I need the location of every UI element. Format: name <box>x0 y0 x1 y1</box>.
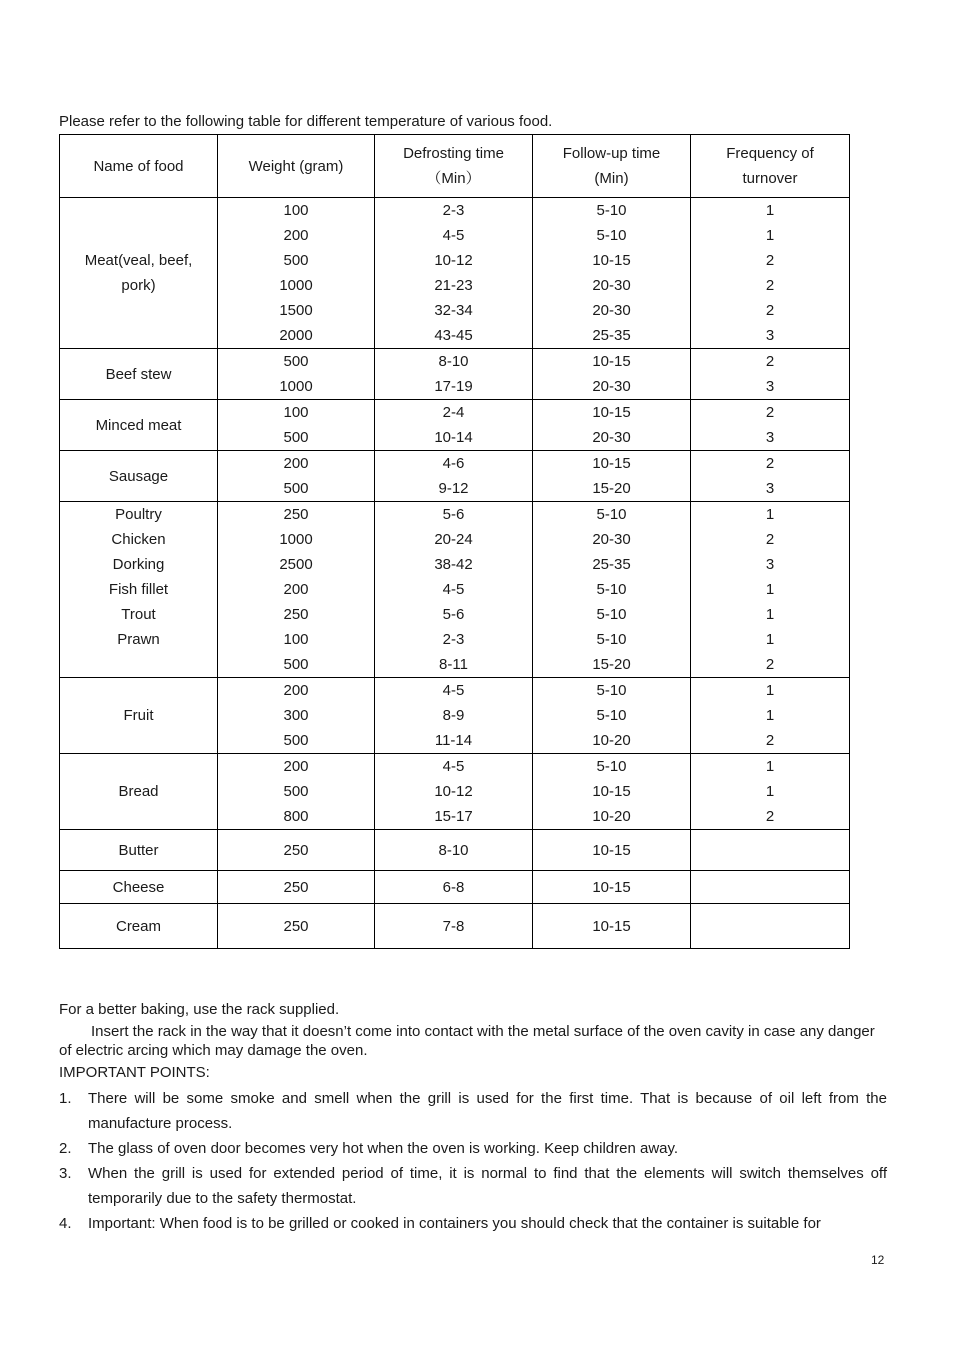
table-row <box>60 400 850 451</box>
cell-defrost-time <box>375 198 533 349</box>
cell-line: 1 <box>765 758 775 775</box>
cell-line: 2-3 <box>442 202 465 219</box>
cell-line: 500 <box>283 252 309 269</box>
cell-weight <box>218 871 375 904</box>
cell-line: 2-3 <box>442 631 465 648</box>
cell-turnover <box>691 400 850 451</box>
cell-line: 5-10 <box>596 631 627 648</box>
cell-line <box>691 838 849 863</box>
cell-weight <box>218 904 375 949</box>
cell-line: 1000 <box>279 378 313 395</box>
cell-line: 7-8 <box>442 917 465 935</box>
cell-line: 20-30 <box>592 531 631 548</box>
cell-weight <box>218 502 375 678</box>
cell-followup-time <box>533 871 691 904</box>
cell-line: 250 <box>283 878 309 896</box>
cell-line: 10-12 <box>434 783 473 800</box>
cell-line: Beef stew <box>105 365 172 383</box>
cell-turnover <box>691 349 850 400</box>
cell-line: 3 <box>765 327 775 344</box>
list-item: 3. When the grill is used for extended period of time, it is normal to find that the elements will switch themselves off temporarily due to the safety thermostat. <box>59 1165 887 1207</box>
cell-line: 250 <box>283 917 309 935</box>
cell-food-name <box>60 871 218 904</box>
cell-line: 2000 <box>279 327 313 344</box>
cell-line: 2-4 <box>442 404 465 421</box>
cell-weight <box>218 451 375 502</box>
cell-line: 5-10 <box>596 707 627 724</box>
cell-defrost-time <box>375 904 533 949</box>
cell-line: 200 <box>283 227 309 244</box>
cell-defrost-time <box>375 830 533 871</box>
cell-line: 17-19 <box>434 378 473 395</box>
cell-line: 100 <box>283 404 309 421</box>
cell-line: 3 <box>765 378 775 395</box>
cell-line: 1 <box>765 581 775 598</box>
cell-weight <box>218 754 375 830</box>
cell-line: 1 <box>765 227 775 244</box>
cell-food-name <box>60 830 218 871</box>
cell-line: 500 <box>283 656 309 673</box>
header-turnover: Frequency of turnover <box>691 135 850 198</box>
cell-defrost-time <box>375 400 533 451</box>
cell-weight <box>218 349 375 400</box>
cell-line: 4-5 <box>442 758 465 775</box>
cell-turnover <box>691 451 850 502</box>
cell-line: 2 <box>765 455 775 472</box>
header-weight: Weight (gram) <box>218 135 375 198</box>
list-item: 1. There will be some smoke and smell when the grill is used for the first time. That is because of oil left from the manufacture process. <box>59 1090 887 1132</box>
header-defrost: Defrosting time （Min） <box>375 135 533 198</box>
important-title: IMPORTANT POINTS: <box>59 1064 210 1081</box>
cell-line: 3 <box>765 429 775 446</box>
cell-followup-time <box>533 754 691 830</box>
cell-line: 4-6 <box>442 455 465 472</box>
cell-line: 2 <box>765 732 775 749</box>
cell-line: 1 <box>765 707 775 724</box>
cell-line: 800 <box>283 808 309 825</box>
cell-line: Minced meat <box>95 416 182 434</box>
cell-followup-time <box>533 349 691 400</box>
cell-turnover <box>691 198 850 349</box>
cell-line <box>691 875 849 900</box>
cell-line: 1 <box>765 631 775 648</box>
cell-line: 15-17 <box>434 808 473 825</box>
cell-line: 20-30 <box>592 277 631 294</box>
cell-food-name <box>60 198 218 349</box>
cell-defrost-time <box>375 451 533 502</box>
cell-defrost-time <box>375 349 533 400</box>
cell-line: 500 <box>283 480 309 497</box>
cell-line: 21-23 <box>434 277 473 294</box>
cell-followup-time <box>533 678 691 754</box>
cell-line: 15-20 <box>592 656 631 673</box>
table-row <box>60 502 850 678</box>
cell-line: 20-30 <box>592 429 631 446</box>
table-row <box>60 678 850 754</box>
list-item: 4. Important: When food is to be grilled or cooked in containers you should check that the container is suitable for <box>59 1215 821 1232</box>
page-number: 12 <box>871 1253 885 1267</box>
cell-line: Prawn <box>117 631 160 648</box>
cell-line: 8-11 <box>439 656 468 673</box>
cell-line: 5-6 <box>442 506 465 523</box>
cell-followup-time <box>533 830 691 871</box>
cell-line: 2 <box>765 353 775 370</box>
cell-line: 10-20 <box>592 808 631 825</box>
cell-line: 20-24 <box>434 531 473 548</box>
table-row <box>60 830 850 871</box>
cell-line: 5-10 <box>596 682 627 699</box>
cell-line: 2 <box>765 277 775 294</box>
cell-line: Butter <box>118 841 159 859</box>
cell-food-name <box>60 400 218 451</box>
cell-followup-time <box>533 400 691 451</box>
cell-line: 2 <box>765 302 775 319</box>
cell-line: 10-15 <box>592 917 631 935</box>
cell-line: 6-8 <box>442 878 465 896</box>
cell-line: 1 <box>765 606 775 623</box>
cell-line: 4-5 <box>442 682 465 699</box>
cell-line: 25-35 <box>592 327 631 344</box>
cell-line: 38-42 <box>434 556 473 573</box>
cell-food-name <box>60 904 218 949</box>
cell-line: 10-15 <box>592 455 631 472</box>
cell-line: Fish fillet <box>108 581 169 598</box>
cell-line: 10-15 <box>592 404 631 421</box>
cell-line: 4-5 <box>442 227 465 244</box>
cell-defrost-time <box>375 871 533 904</box>
table-row <box>60 198 850 349</box>
cell-followup-time <box>533 502 691 678</box>
list-item: 2. The glass of oven door becomes very hot when the oven is working. Keep children away. <box>59 1140 679 1157</box>
cell-weight <box>218 400 375 451</box>
cell-defrost-time <box>375 754 533 830</box>
header-name: Name of food <box>60 135 218 198</box>
cell-turnover <box>691 904 850 949</box>
cell-line: 2 <box>765 656 775 673</box>
cell-defrost-time <box>375 678 533 754</box>
cell-line: 10-14 <box>434 429 473 446</box>
cell-turnover <box>691 754 850 830</box>
cell-line: 5-6 <box>442 606 465 623</box>
cell-followup-time <box>533 198 691 349</box>
cell-line: Fruit <box>123 707 154 724</box>
cell-line: 10-20 <box>592 732 631 749</box>
cell-line: 2500 <box>279 556 313 573</box>
cell-line: 20-30 <box>592 302 631 319</box>
cell-line: 10-12 <box>434 252 473 269</box>
cell-food-name <box>60 349 218 400</box>
cell-line: Bread <box>118 783 159 800</box>
cell-line: Meat(veal, beef, <box>84 252 193 269</box>
cell-weight <box>218 198 375 349</box>
cell-line: 2 <box>765 252 775 269</box>
cell-line: 11-14 <box>434 732 473 749</box>
cell-line: pork) <box>121 277 156 294</box>
cell-line: 1500 <box>279 302 313 319</box>
cell-turnover <box>691 830 850 871</box>
cell-line: 200 <box>283 581 309 598</box>
cell-line: Chicken <box>111 531 166 548</box>
cell-line: 10-15 <box>592 252 631 269</box>
table-row <box>60 871 850 904</box>
cell-line: 10-15 <box>592 353 631 370</box>
cell-weight <box>218 678 375 754</box>
cell-line: 5-10 <box>596 202 627 219</box>
cell-line: 8-9 <box>442 707 465 724</box>
table-row <box>60 904 850 949</box>
cell-line: 8-10 <box>438 353 469 370</box>
cell-line: 250 <box>283 606 309 623</box>
table-header-row <box>60 135 850 198</box>
cell-line: 15-20 <box>592 480 631 497</box>
table-row <box>60 349 850 400</box>
cell-line: 2 <box>765 404 775 421</box>
cell-line: 1 <box>765 783 775 800</box>
cell-defrost-time <box>375 502 533 678</box>
cell-line: 200 <box>283 455 309 472</box>
cell-line: 5-10 <box>596 227 627 244</box>
header-followup: Follow-up time (Min) <box>533 135 691 198</box>
cell-turnover <box>691 871 850 904</box>
cell-line: 10-15 <box>592 878 631 896</box>
cell-line: 5-10 <box>596 506 627 523</box>
cell-line: 43-45 <box>434 327 473 344</box>
cell-line: 1000 <box>279 531 313 548</box>
cell-weight <box>218 830 375 871</box>
cell-turnover <box>691 678 850 754</box>
cell-line: 2 <box>765 808 775 825</box>
defrost-table <box>59 134 850 949</box>
cell-line: 5-10 <box>596 758 627 775</box>
cell-turnover <box>691 502 850 678</box>
cell-line: 100 <box>283 631 309 648</box>
cell-line: 3 <box>765 480 775 497</box>
cell-line: 500 <box>283 429 309 446</box>
cell-line: Dorking <box>112 556 165 573</box>
cell-line: 32-34 <box>434 302 473 319</box>
cell-line: Trout <box>121 606 156 623</box>
cell-line: 1000 <box>279 277 313 294</box>
rack-title: For a better baking, use the rack supplied. <box>59 1001 340 1018</box>
cell-food-name <box>60 754 218 830</box>
cell-line: 200 <box>283 758 309 775</box>
cell-line: 1 <box>765 682 775 699</box>
cell-line: 5-10 <box>596 581 627 598</box>
cell-line: Poultry <box>115 506 162 523</box>
table-row <box>60 451 850 502</box>
cell-line: Sausage <box>108 467 169 485</box>
important-points-list <box>59 1086 887 1236</box>
cell-line: Cream <box>115 917 161 935</box>
cell-line: 9-12 <box>438 480 469 497</box>
cell-line: 3 <box>765 556 775 573</box>
cell-line: 1 <box>765 202 775 219</box>
cell-line: 10-15 <box>592 841 631 859</box>
cell-food-name <box>60 502 218 678</box>
cell-line: 250 <box>283 841 309 859</box>
cell-line: 5-10 <box>596 606 627 623</box>
cell-followup-time <box>533 451 691 502</box>
table-intro: Please refer to the following table for different temperature of various food. <box>59 113 553 130</box>
cell-line <box>691 914 849 939</box>
cell-line: 500 <box>283 353 309 370</box>
table-row <box>60 754 850 830</box>
cell-line: 1 <box>765 506 775 523</box>
cell-line: 4-5 <box>442 581 465 598</box>
cell-line: 300 <box>283 707 309 724</box>
cell-line: 20-30 <box>592 378 631 395</box>
cell-line: Cheese <box>112 878 165 896</box>
cell-food-name <box>60 451 218 502</box>
cell-line: 500 <box>283 783 309 800</box>
cell-food-name <box>60 678 218 754</box>
rack-text: Insert the rack in the way that it doesn’t come into contact with the metal surface of the oven cavity in case any danger of electric arcing which may damage the oven. <box>59 1023 875 1059</box>
cell-line: 500 <box>283 732 309 749</box>
cell-line: 2 <box>765 531 775 548</box>
cell-line: 8-10 <box>438 841 469 859</box>
cell-line: 200 <box>283 682 309 699</box>
cell-line: 25-35 <box>592 556 631 573</box>
cell-followup-time <box>533 904 691 949</box>
cell-line: 250 <box>283 506 309 523</box>
cell-line: 10-15 <box>592 783 631 800</box>
cell-line: 100 <box>283 202 309 219</box>
